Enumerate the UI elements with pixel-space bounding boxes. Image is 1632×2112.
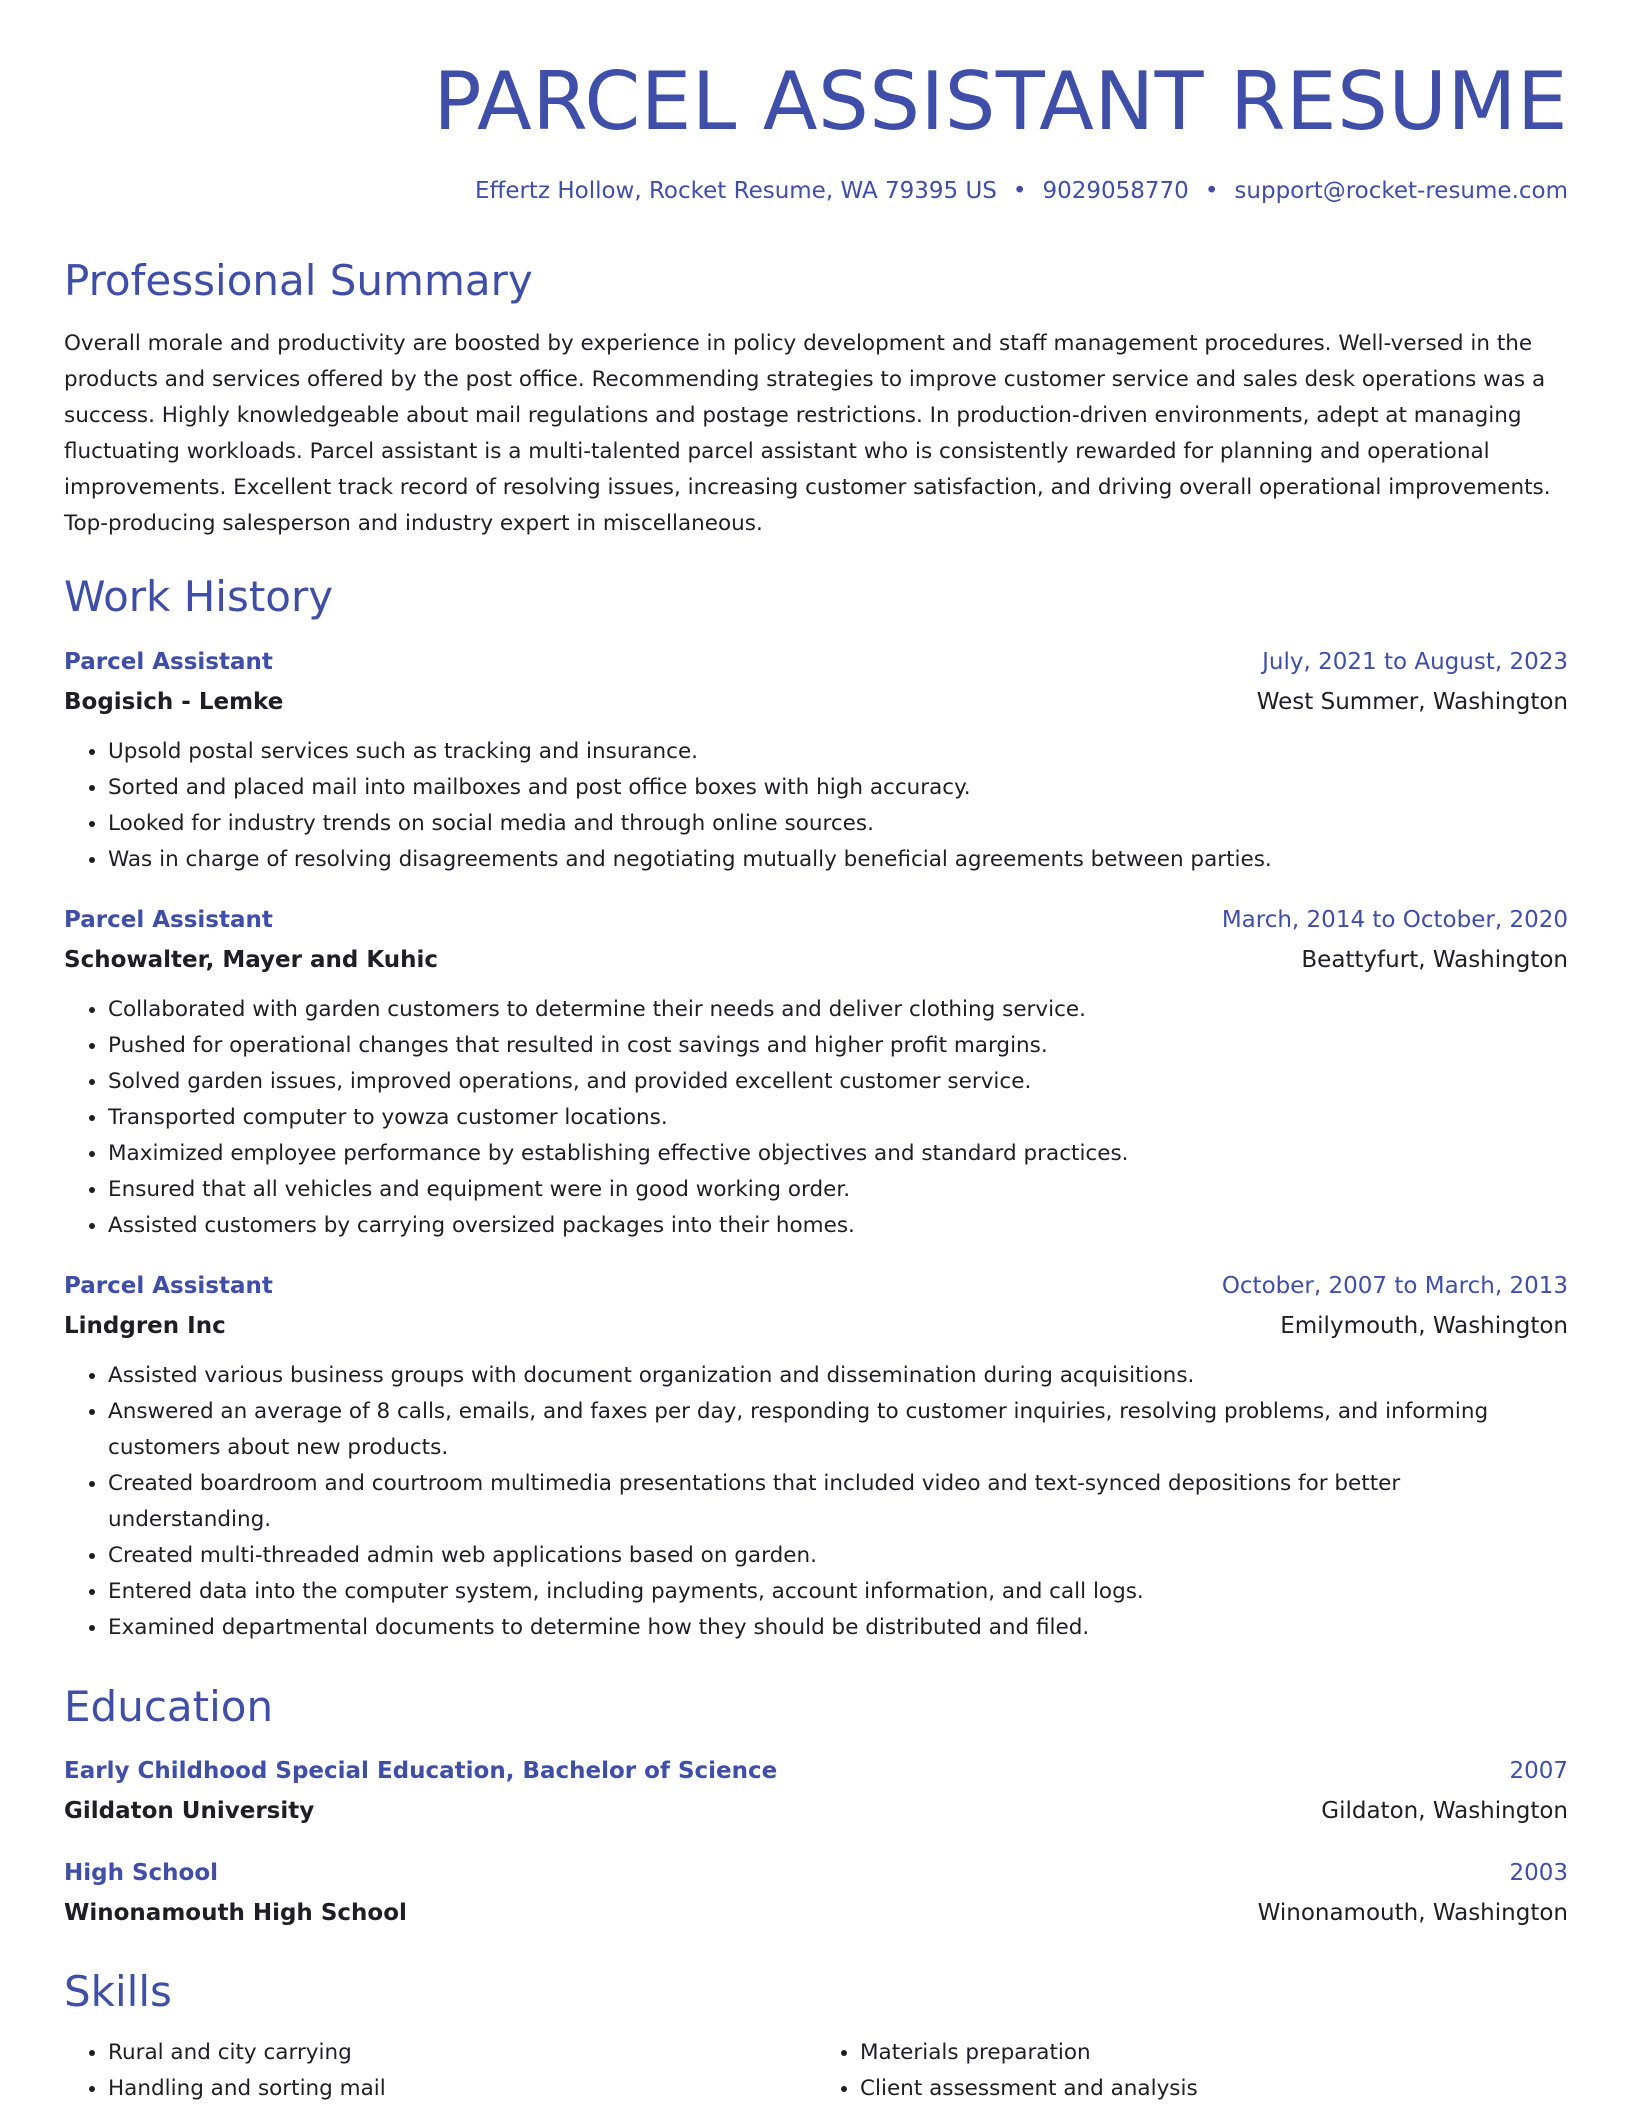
job-location: West Summer, Washington: [1256, 689, 1568, 716]
education-school: Gildaton University: [64, 1797, 315, 1824]
job-bullet: • Answered an average of 8 calls, emails, and faxes per day, responding to customer inquiries, resolving problems, and informing customers about new products.: [108, 1394, 1568, 1466]
job-company: Lindgren Inc: [64, 1313, 226, 1340]
job-company: Schowalter, Mayer and Kuhic: [64, 947, 439, 974]
education-school: Winonamouth High School: [64, 1899, 407, 1926]
job-entry: [64, 900, 1568, 1244]
education-entry: [64, 1853, 1568, 1933]
education-year: 2003: [1509, 1859, 1568, 1886]
job-bullet: • Maximized employee performance by establishing effective objectives and standard practices.: [108, 1136, 1568, 1172]
skill-item: • Materials preparation: [860, 2035, 1568, 2071]
education-year: 2007: [1509, 1757, 1568, 1784]
job-bullet: • Ensured that all vehicles and equipment were in good working order.: [108, 1172, 1568, 1208]
job-title: Parcel Assistant: [64, 649, 273, 676]
job-entry: [64, 1266, 1568, 1646]
job-entry: [64, 642, 1568, 878]
job-bullet: • Collaborated with garden customers to determine their needs and deliver clothing service.: [108, 992, 1568, 1028]
job-bullet: • Solved garden issues, improved operations, and provided excellent customer service.: [108, 1064, 1568, 1100]
contact-separator: •: [1012, 178, 1027, 204]
contact-email: support@rocket-resume.com: [1234, 178, 1568, 204]
job-title: Parcel Assistant: [64, 907, 273, 934]
job-bullets: [64, 734, 1568, 878]
job-bullet: • Assisted customers by carrying oversized packages into their homes.: [108, 1208, 1568, 1244]
section-heading-work-history: Work History: [64, 571, 334, 621]
job-title: Parcel Assistant: [64, 1273, 273, 1300]
section-heading-summary: Professional Summary: [64, 255, 533, 305]
job-bullet: • Pushed for operational changes that resulted in cost savings and higher profit margins.: [108, 1028, 1568, 1064]
section-heading-skills: Skills: [64, 1966, 172, 2016]
job-bullet: • Was in charge of resolving disagreements and negotiating mutually beneficial agreements between parties.: [108, 842, 1568, 878]
skill-item: • Rural and city carrying: [108, 2035, 816, 2071]
education-degree: High School: [64, 1859, 219, 1886]
job-bullets: [64, 992, 1568, 1244]
job-bullet: • Created boardroom and courtroom multimedia presentations that included video and text-synced depositions for better understanding.: [108, 1466, 1568, 1538]
section-heading-education: Education: [64, 1682, 274, 1732]
job-bullet: • Sorted and placed mail into mailboxes and post office boxes with high accuracy.: [108, 770, 1568, 806]
job-bullet: • Created multi-threaded admin web applications based on garden.: [108, 1538, 1568, 1574]
skills-column-left: [64, 2035, 816, 2107]
contact-phone: 9029058770: [1042, 178, 1189, 204]
contact-line: [64, 178, 1568, 206]
job-dates: March, 2014 to October, 2020: [1221, 907, 1568, 934]
contact-separator: •: [1204, 178, 1219, 204]
education-location: Winonamouth, Washington: [1257, 1899, 1568, 1926]
job-bullet: • Examined departmental documents to determine how they should be distributed and filed.: [108, 1610, 1568, 1646]
job-bullets: [64, 1358, 1568, 1646]
job-bullet: • Looked for industry trends on social media and through online sources.: [108, 806, 1568, 842]
job-location: Beattyfurt, Washington: [1301, 947, 1568, 974]
skills-column-right: [816, 2035, 1568, 2107]
job-bullet: • Transported computer to yowza customer locations.: [108, 1100, 1568, 1136]
education-degree: Early Childhood Special Education, Bachelor of Science: [64, 1757, 778, 1784]
education-location: Gildaton, Washington: [1321, 1797, 1568, 1824]
skills-grid: [64, 2035, 1568, 2107]
resume-title: PARCEL ASSISTANT RESUME: [433, 55, 1568, 148]
job-location: Emilymouth, Washington: [1280, 1313, 1568, 1340]
job-bullet: • Assisted various business groups with document organization and dissemination during acquisitions.: [108, 1358, 1568, 1394]
job-dates: October, 2007 to March, 2013: [1221, 1273, 1568, 1300]
job-bullet: • Upsold postal services such as tracking and insurance.: [108, 734, 1568, 770]
contact-address: Effertz Hollow, Rocket Resume, WA 79395 US: [474, 178, 997, 204]
job-dates: July, 2021 to August, 2023: [1262, 649, 1568, 676]
summary-text: Overall morale and productivity are boosted by experience in policy development and staff management procedures. Well-versed in the products and services offered by the post office. Recommending strategies to improve customer service and sales desk operations was a success. Highly knowledgeable about mail regulations and postage restrictions. In production-driven environments, adept at managing fluctuating workloads. Parcel assistant is a multi-talented parcel assistant who is consistently rewarded for planning and operational improvements. Excellent track record of resolving issues, increasing customer satisfaction, and driving overall operational improvements. Top-producing salesperson and industry expert in miscellaneous.: [64, 330, 1551, 536]
job-company: Bogisich - Lemke: [64, 689, 284, 716]
education-entry: [64, 1751, 1568, 1831]
job-bullet: • Entered data into the computer system, including payments, account information, and call logs.: [108, 1574, 1568, 1610]
skill-item: • Handling and sorting mail: [108, 2071, 816, 2107]
skill-item: • Client assessment and analysis: [860, 2071, 1568, 2107]
